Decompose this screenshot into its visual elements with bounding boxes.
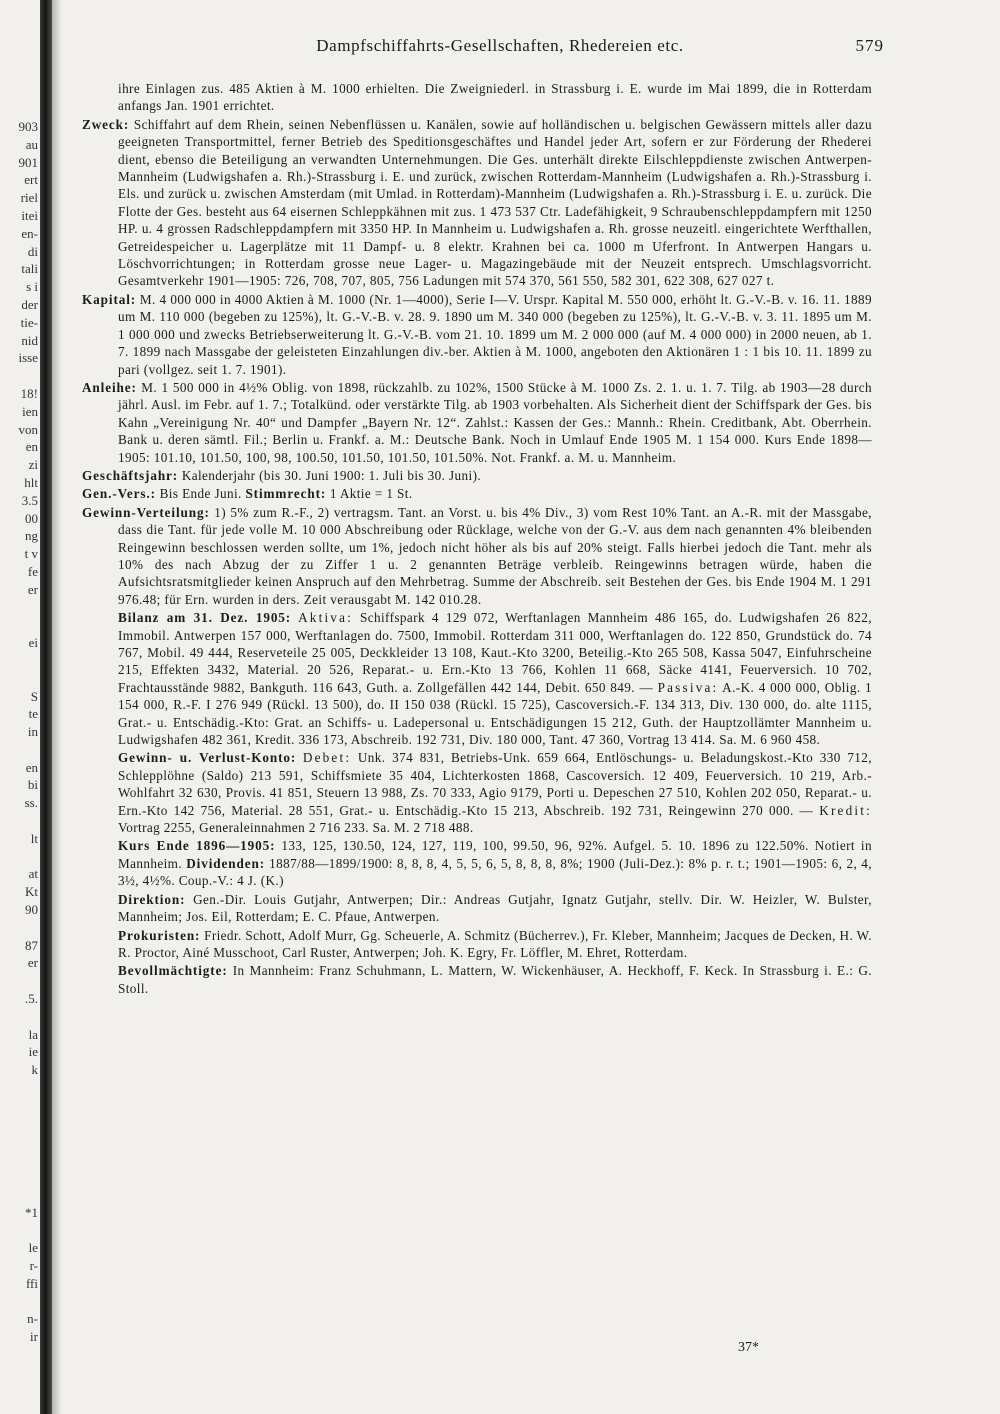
paragraph-einlagen xyxy=(82,80,872,115)
paragraph-text: In Mannheim: Franz Schuhmann, L. Mattern, W. Wickenhäuser, A. Heckhoff, F. Keck. In Strassburg i. E.: G. Stoll. xyxy=(118,963,872,996)
paragraph-anleihe xyxy=(82,379,872,466)
paragraph-text-passiva: A.-K. 4 000 000, Oblig. 1 154 000, R.-F. I 276 949 (Rückl. 13 500), do. II 150 038 (Rückl. 15 725), Cascoversich.-F. 134 313, Div. 130 000, do. alte 1115, Grat.- u. Entschädig.-Kto: Grat. an Schiffs- u. Ladepersonal u. Entschädigungen 15 212, Guth. der Hauptzollämter Mannheim u. Ludwigshafen 482 361, Kredit. 336 173, Abschreib. 192 731, Div. 180 000, Tant. 47 360, Vortrag 13 414. Sa. M. 6 960 458. xyxy=(118,679,873,748)
section-label: Prokuristen: xyxy=(118,927,201,943)
paragraph-text: M. 1 500 000 in 4½% Oblig. von 1898, rückzahlb. zu 102%, 1500 Stücke à M. 1000 Zs. 2. 1. u. 1. 7. Tilg. ab 1903—28 durch jährl. Ausl. im Febr. auf 1. 7.; Totalkünd. oder verstärkte Tilg. ab 1903 vorbehalten. Als Sicherheit dient der Schiffspark der Ges. bis Kahn „Vereinigung Nr. 40“ und Dampfer „Bayern Nr. 12“. Zahlst.: Kassen der Ges.: Mannh.: Rhein. Creditbank, Abt. Oberrhein. Bank u. deren sämtl. Fil.; Berlin u. Frankf. a. M.: Deutsche Bank. Noch in Umlauf Ende 1905 M. 1 154 000. Kurs Ende 1898—1905: 101.10, 101.50, 100, 98, 100.50, 101.50, 101.50, 101.50%. Not. Frankf. a. M. u. Mannheim. xyxy=(118,379,872,465)
paragraph-geschaeftsjahr xyxy=(82,467,872,484)
paragraph-gen-vers xyxy=(82,485,872,502)
running-title: Dampfschiffahrts-Gesellschaften, Rhedereien etc. xyxy=(316,36,684,55)
section-label: Direktion: xyxy=(118,891,186,907)
section-label-stimmrecht: Stimmrecht: xyxy=(245,486,327,502)
section-label: Gewinn-Verteilung: xyxy=(82,504,210,520)
paragraph-text: Gen.-Dir. Louis Gutjahr, Antwerpen; Dir.: Andreas Gutjahr, Ignatz Gutjahr, stellv. Dir. W. Heizler, W. Bulster, Mannheim; Jos. Eil, Rotterdam; E. C. Pfaue, Antwerpen. xyxy=(118,891,872,925)
paragraph-gewinn-verlust xyxy=(82,749,872,836)
paragraph-text: Schiffahrt auf dem Rhein, seinen Nebenflüssen u. Kanälen, sowie auf holländischen u. belgischen Gewässern mittels aller dazu geeigneten Transportmittel, ferner Betrieb des Speditionsgeschäftes und Handel jeder Art, sofern er zur Förderung der Rhederei dient, ebenso die Beteiligung an verwandten Unternehmungen. Die Ges. unterhält direkte Eilschleppdienste zwischen Antwerpen-Mannheim (Ludwigshafen a. Rh.)-Strassburg i. E. und zurück, zwischen Rotterdam-Mannheim (Ludwigshafen a. Rh.)-Strassburg i. Els. und zurück u. zwischen Amsterdam (mit Umlad. in Rotterdam)-Mannheim (Ludwigshafen a. Rh.)-Strassburg i. E. u. zurück. Die Flotte der Ges. besteht aus 64 eisernen Schleppkähnen mit zus. 1 473 537 Ctr. Ladefähigkeit, 9 Schraubenschleppdampfern mit 1250 HP. u. 4 grossen Radschleppdampfern mit 3350 HP. In Mannheim u. Ludwigshafen a. Rh. grosse neuzeitl. eingerichtete Werfthallen, Getreidespeicher u. Lagerplätze mit 11 Dampf- u. 8 elektr. Krahnen bei ca. 1000 m Uferfront. In Antwerpen Hangars u. Löschvorrichtungen; in Rotterdam grosse neue Lager- u. Magazingebäude mit der Neuzeit entsprech. Umschlagsvorricht. Gesamtverkehr 1901—1905: 726, 708, 707, 805, 756 Ladungen mit 574 370, 561 550, 582 301, 622 308, 627 027 t. xyxy=(118,116,872,289)
section-label: Kurs Ende 1896—1905: xyxy=(118,838,276,854)
aktiva-label: Aktiva: xyxy=(298,610,354,626)
section-label-dividenden: Dividenden: xyxy=(186,855,265,871)
section-label: Kapital: xyxy=(82,291,137,307)
paragraph-bevollmaechtigte xyxy=(82,962,872,997)
paragraph-zweck xyxy=(82,116,872,290)
debet-label: Debet: xyxy=(302,750,352,766)
page-body xyxy=(82,80,872,998)
page-number: 579 xyxy=(855,36,884,55)
paragraph-text: Friedr. Schott, Adolf Murr, Gg. Scheuerle, A. Schmitz (Bücherrev.), Fr. Kleber, Mannheim; Jacques de Decken, H. W. R. Proctor, Ainé Musschoot, Carl Ruster, Antwerpen; Joh. K. Egry, Fr. Löffler, M. Ehret, Rotterdam. xyxy=(118,927,872,960)
paragraph-text: Kalenderjahr (bis 30. Juni 1900: 1. Juli bis 30. Juni). xyxy=(181,467,482,483)
paragraph-text: Schiffspark 4 129 072, Werftanlagen Mannheim 486 165, do. Ludwigshafen 26 822, Immobil. Antwerpen 157 000, Werftanlagen do. 7500, Immobil. Rotterdam 311 000, Werftanlagen do. 122 850, Grundstück do. 74 767, Mobil. 49 444, Reserveteile 25 005, Deckkleider 13 108, Kaut.-Kto 3200, Beteilig.-Kto 265 508, Kassa 5047, Einfuhrscheine 215, Effekten 3432, Material. 20 526, Reparat.- u. Ern.-Kto 13 766, Kohlen 11 668, Säcke 4141, Feuerversich. 10 702, Frachtausstände 9882, Bankguth. 116 643, Guth. a. Zollgefällen 442 144, Debit. 650 849. — xyxy=(118,610,872,695)
section-label: Anleihe: xyxy=(82,379,137,395)
book-gutter xyxy=(40,0,52,1414)
paragraph-gewinn-verteilung xyxy=(82,504,872,608)
paragraph-bilanz xyxy=(82,609,872,748)
paragraph-text-dividenden: 1887/88—1899/1900: 8, 8, 8, 4, 5, 5, 6, 5, 8, 8, 8, 8%; 1900 (Juli-Dez.): 8% p. r. t.; 1901—1905: 6, 2, 4, 3½, 4½%. Coup.-V.: 4 J. (K.) xyxy=(118,855,872,889)
paragraph-text: ihre Einlagen zus. 485 Aktien à M. 1000 erhielten. Die Zweigniederl. in Strassburg i. E. wurde im Mai 1899, die in Rotterdam anfangs Jan. 1901 errichtet. xyxy=(118,81,872,114)
paragraph-text-kredit: Vortrag 2255, Generaleinnahmen 2 716 233. Sa. M. 2 718 488. xyxy=(118,820,474,836)
passiva-label: Passiva: xyxy=(657,679,719,695)
signature-mark: 37* xyxy=(738,1340,759,1355)
kredit-label: Kredit: xyxy=(819,802,872,818)
paragraph-kapital xyxy=(82,291,872,378)
gutter-shadow xyxy=(52,0,62,1414)
facing-page-fragments: 903 au 901 ert riel itei en- di tali s i der tie- nid isse 18! ien von en zi hlt 3.5 00 ng t v fe er ei S te in en bi ss. lt at Kt 90 87 er .5. la ie k *1 le r- ffi n- ir xyxy=(18,119,38,1345)
section-label: Gen.-Vers.: xyxy=(82,486,156,502)
paragraph-direktion xyxy=(82,891,872,926)
paragraph-text: Unk. 374 831, Betriebs-Unk. 659 664, Entlöschungs- u. Beladungskost.-Kto 330 712, Schlepplöhne (Saldo) 213 591, Schiffsmiete 35 404, Lichterkosten 1868, Cascoversich. 12 409, Feuerversich. 10 219, Arb.-Wohlfahrt 32 630, Provis. 41 851, Steuern 13 988, Zs. 70 333, Agio 9179, Porti u. Depeschen 27 510, Kohlen 202 050, Reparat.- u. Ern.-Kto 142 756, Material. 28 551, Grat.- u. Entschädig.-Kto 15 213, Abschreib. 192 731, Reingewinn 270 000. — xyxy=(118,750,872,818)
paragraph-text-stimmrecht: 1 Aktie = 1 St. xyxy=(329,486,413,502)
section-label: Bilanz am 31. Dez. 1905: xyxy=(118,610,292,626)
section-label: Zweck: xyxy=(82,116,130,132)
section-label: Gewinn- u. Verlust-Konto: xyxy=(118,750,297,766)
paragraph-text: Bis Ende Juni. xyxy=(159,486,242,502)
paragraph-kurs xyxy=(82,837,872,889)
paragraph-text: 133, 125, 130.50, 124, 127, 119, 100, 99.50, 96, 92%. Aufgel. 5. 10. 1896 zu 122.50%. Notiert in Mannheim. xyxy=(118,838,872,871)
paragraph-text: M. 4 000 000 in 4000 Aktien à M. 1000 (Nr. 1—4000), Serie I—V. Urspr. Kapital M. 550 000, erhöht lt. G.-V.-B. v. 16. 11. 1889 um M. 110 000 (begeben zu 125%), lt. G.-V.-B. v. 28. 9. 1890 um M. 340 000 (begeben zu 125%), lt. G.-V.-B. v. 3. 11. 1895 um M. 1 000 000 und zwecks Betriebserweiterung lt. G.-V.-B. vom 21. 10. 1899 um M. 2 000 000 (auf M. 4 000 000) in 2000 neuen, ab 1. 7. 1899 nach Massgabe der geleisteten Einzahlungen div.-ber. Aktien à M. 1000, angeboten den Aktionären 1 : 1 bis 10. 11. 1899 zu pari (vollgez. seit 1. 7. 1901). xyxy=(118,291,872,377)
paragraph-text: 1) 5% zum R.-F., 2) vertragsm. Tant. an Vorst. u. bis 4% Div., 3) vom Rest 10% Tant. an A.-R. mit der Massgabe, dass die Tant. für jede volle M. 10 000 Abschreibung oder Rücklage, welche von der G.-V. aus dem nach genannten 4% bleibenden Reingewinn beschlossen werden sollte, um 1%, jedoch nicht höher als bis auf 20% steigt. Falls hierbei jedoch die Tant. mehr als 10% des nach Abzug der zu Ziffer 1 u. 2 genannten Beträge verbleib. Reingewinns betragen würde, haben die Aufsichtsratsmitglieder keinen Anspruch auf den Mehrbetrag. Summe der Abschreib. seit Bestehen der Ges. bis Ende 1904 M. 1 291 976.48; für Ern. wurden in ders. Zeit verausgabt M. 142 010.28. xyxy=(118,504,872,607)
page-header xyxy=(120,36,884,60)
paragraph-prokuristen xyxy=(82,927,872,962)
section-label: Bevollmächtigte: xyxy=(118,963,228,979)
section-label: Geschäftsjahr: xyxy=(82,467,179,483)
